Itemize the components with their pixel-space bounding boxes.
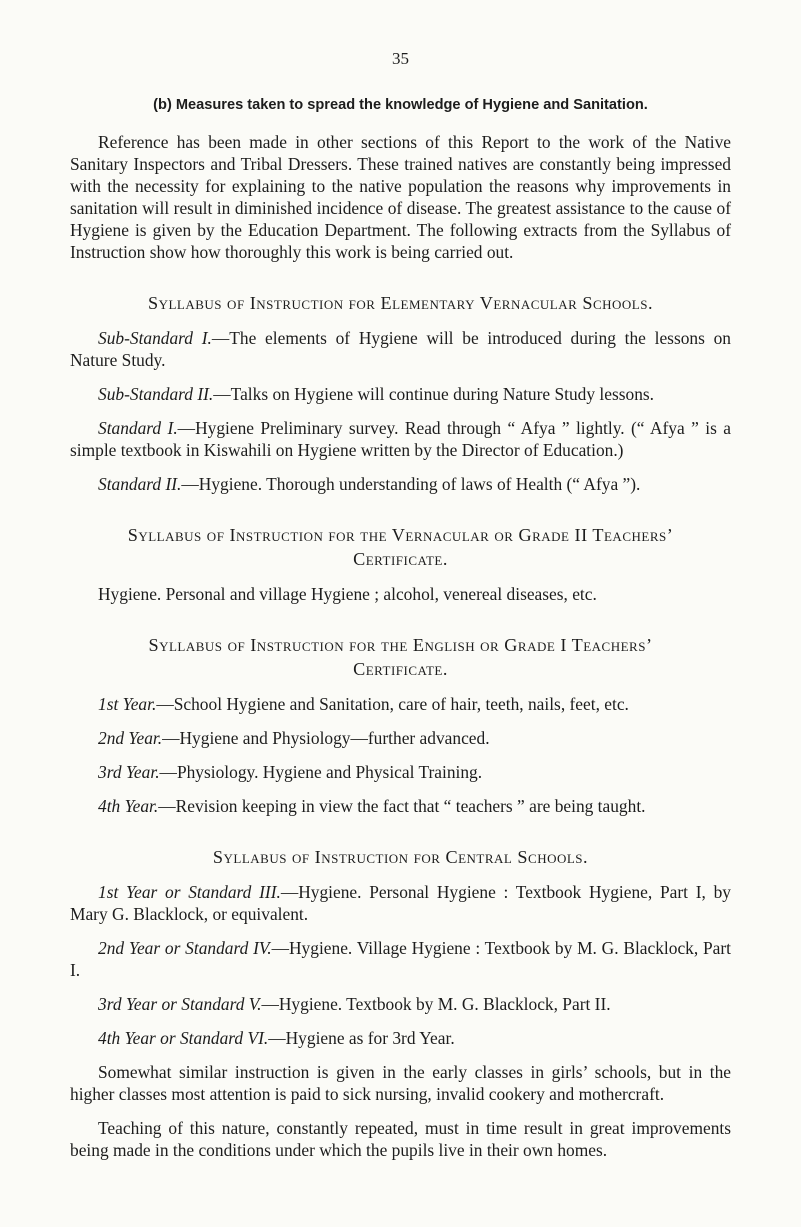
grade2-syllabus-heading-line2: Certificate. (353, 549, 448, 569)
item-text: —Hygiene as for 3rd Year. (268, 1028, 455, 1048)
closing-paragraph-2: Teaching of this nature, constantly repeated, must in time result in great improvements being made in the conditions under which the pupils live in their own homes. (70, 1118, 731, 1160)
grade1-syllabus-heading-line2: Certificate. (353, 659, 448, 679)
elementary-item (70, 417, 731, 461)
item-label: Standard I. (98, 418, 178, 438)
item-text: —The elements of Hygiene will be introduced during the lessons on Nature Study. (70, 328, 731, 370)
intro-paragraph: Reference has been made in other sections of this Report to the work of the Native Sanitary Inspectors and Tribal Dressers. These trained natives are constantly being impressed with the necessity for explaining to the native population the reasons why improvements in sanitation will result in diminished incidence of disease. The greatest assistance to the cause of Hygiene is given by the Education Department. The following extracts from the Syllabus of Instruction show how thoroughly this work is being carried out. (70, 132, 731, 262)
page-number: 35 (392, 49, 409, 68)
central-item (70, 937, 731, 981)
item-label: 2nd Year or Standard IV. (98, 938, 272, 958)
grade2-text: Hygiene. Personal and village Hygiene ; alcohol, venereal diseases, etc. (98, 584, 597, 604)
item-text: —School Hygiene and Sanitation, care of hair, teeth, nails, feet, etc. (156, 694, 629, 714)
item-text: —Talks on Hygiene will continue during Nature Study lessons. (213, 384, 655, 404)
central-item (70, 1027, 731, 1049)
item-label: Sub-Standard II. (98, 384, 214, 404)
central-item (70, 881, 731, 925)
elementary-item (70, 473, 731, 495)
elementary-item (70, 383, 731, 405)
item-label: Standard II. (98, 474, 182, 494)
item-text: —Hygiene and Physiology—further advanced. (162, 728, 490, 748)
item-label: 3rd Year or Standard V. (98, 994, 262, 1014)
central-syllabus-heading: Syllabus of Instruction for Central Schools. (212, 847, 589, 867)
item-text: —Hygiene. Personal Hygiene : Textbook Hygiene, Part I, by Mary G. Blacklock, or equivalent. (70, 882, 731, 924)
item-text: —Hygiene. Thorough understanding of laws of Health (“ Afya ”). (181, 474, 641, 494)
document-page (70, 48, 731, 1161)
item-text: —Physiology. Hygiene and Physical Training. (159, 762, 483, 782)
item-label: 1st Year. (98, 694, 157, 714)
closing-paragraph-1: Somewhat similar instruction is given in the early classes in girls’ schools, but in the higher classes most attention is paid to sick nursing, invalid cookery and mothercraft. (70, 1062, 731, 1104)
grade1-item (70, 727, 731, 749)
item-label: 2nd Year. (98, 728, 163, 748)
item-label: 1st Year or Standard III. (98, 882, 281, 902)
elementary-item (70, 327, 731, 371)
item-text: —Hygiene. Village Hygiene : Textbook by M. G. Blacklock, Part I. (70, 938, 732, 980)
grade1-syllabus-heading-line1: Syllabus of Instruction for the English or Grade I Teachers’ (148, 635, 653, 655)
central-item (70, 993, 731, 1015)
item-text: —Hygiene Preliminary survey. Read through “ Afya ” lightly. (“ Afya ” is a simple textbook in Kiswahili on Hygiene written by the Director of Education.) (70, 418, 731, 460)
grade1-item (70, 795, 731, 817)
item-text: —Revision keeping in view the fact that “ teachers ” are being taught. (158, 796, 646, 816)
elementary-syllabus-heading: Syllabus of Instruction for Elementary Vernacular Schools. (147, 293, 654, 313)
item-label: 4th Year. (98, 796, 159, 816)
grade1-item (70, 761, 731, 783)
grade1-item (70, 693, 731, 715)
item-text: —Hygiene. Textbook by M. G. Blacklock, Part II. (261, 994, 611, 1014)
item-label: 4th Year or Standard VI. (98, 1028, 269, 1048)
item-label: 3rd Year. (98, 762, 160, 782)
section-heading: (b) Measures taken to spread the knowledge of Hygiene and Sanitation. (153, 97, 648, 113)
grade2-syllabus-heading-line1: Syllabus of Instruction for the Vernacular or Grade II Teachers’ (127, 525, 674, 545)
item-label: Sub-Standard I. (98, 328, 212, 348)
